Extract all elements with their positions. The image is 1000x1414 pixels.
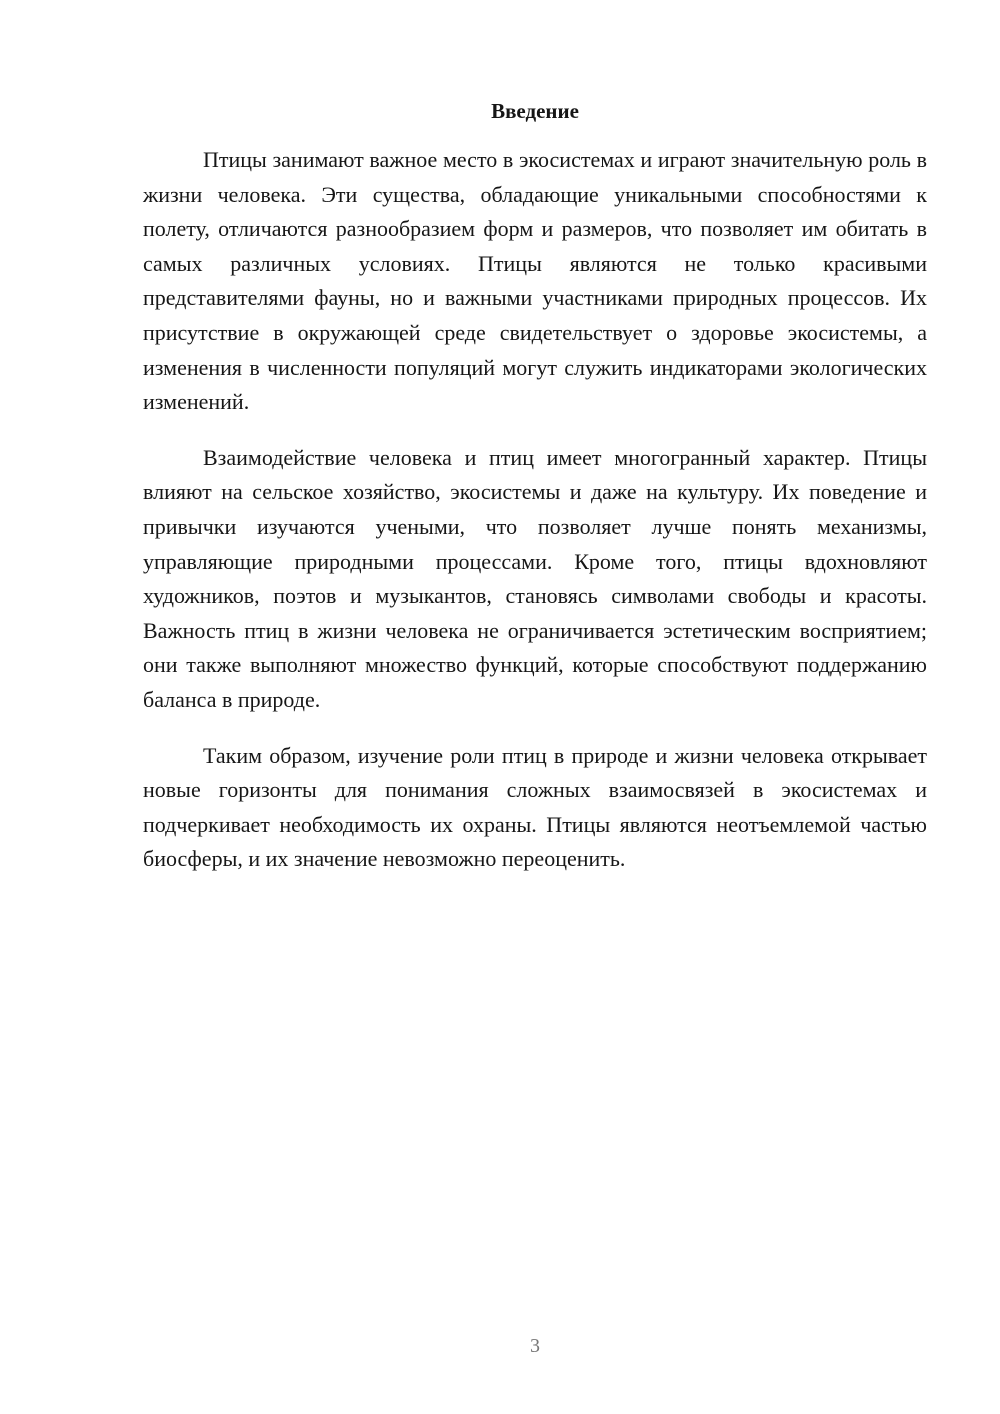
body-text	[143, 143, 927, 877]
page-number: 3	[530, 1335, 540, 1357]
paragraph-2: Взаимодействие человека и птиц имеет многогранный характер. Птицы влияют на сельское хозяйство, экосистемы и даже на культуру. Их поведение и привычки изучаются учеными, что позволяет лучше понять механизмы, управляющие природными процессами. Кроме того, птицы вдохновляют художников, поэтов и музыкантов, становясь символами свободы и красоты. Важность птиц в жизни человека не ограничивается эстетическим восприятием; они также выполняют множество функций, которые способствуют поддержанию баланса в природе.	[143, 444, 927, 712]
paragraph-1: Птицы занимают важное место в экосистемах и играют значительную роль в жизни человека. Эти существа, обладающие уникальными способностями к полету, отличаются разнообразием форм и размеров, что позволяет им обитать в самых различных условиях. Птицы являются не только красивыми представителями фауны, но и важными участниками природных процессов. Их присутствие в окружающей среде свидетельствует о здоровье экосистемы, а изменения в численности популяций могут служить индикаторами экологических изменений.	[143, 147, 927, 415]
section-heading: Введение	[491, 99, 579, 123]
paragraph-3: Таким образом, изучение роли птиц в природе и жизни человека открывает новые горизонты для понимания сложных взаимосвязей в экосистемах и подчеркивает необходимость их охраны. Птицы являются неотъемлемой частью биосферы, и их значение невозможно переоценить.	[143, 742, 927, 872]
